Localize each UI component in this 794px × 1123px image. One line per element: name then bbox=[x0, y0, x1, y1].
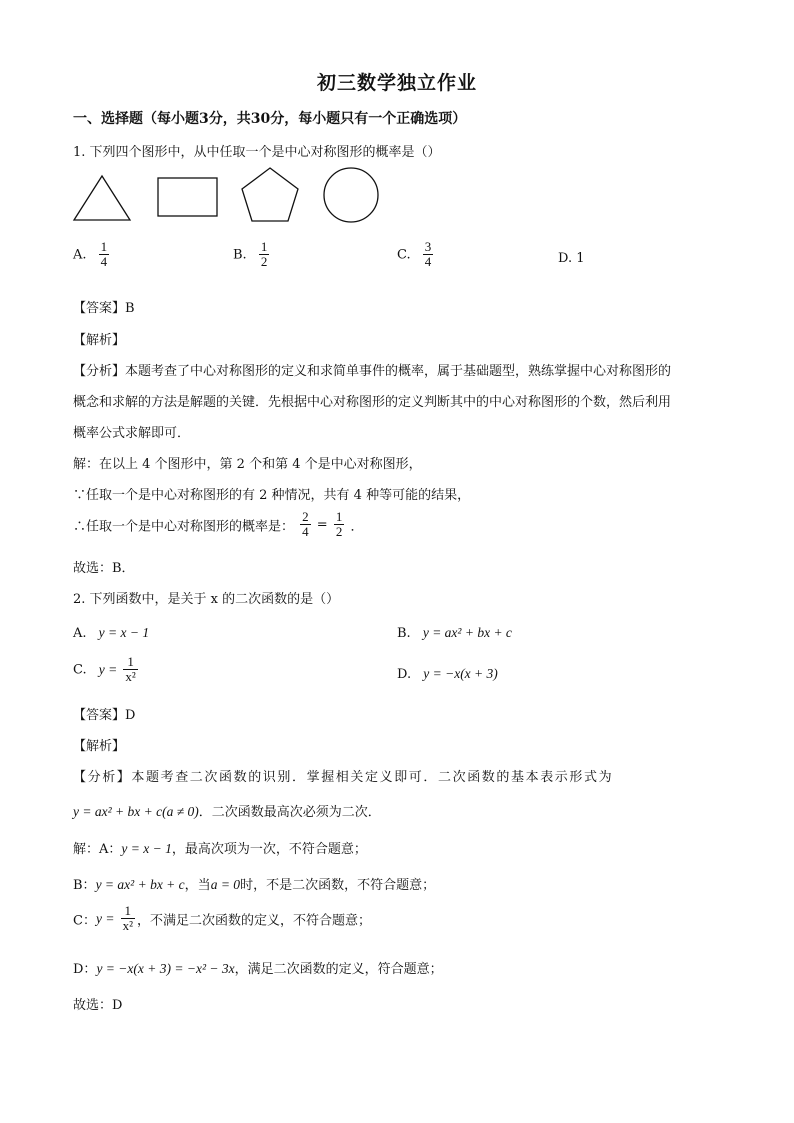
formula: y = −x(x + 3) = −x² − 3x bbox=[96, 961, 235, 976]
q1-choose: 故选：B． bbox=[73, 561, 135, 576]
option-expression: y = −x(x + 3) bbox=[423, 666, 498, 681]
solution-text: ，满足二次函数的定义，符合题意； bbox=[234, 962, 443, 977]
q1-analysis-line-1: 【分析】本题考查了中心对称图形的定义和求简单事件的概率，属于基础题型，熟练掌握中心对称图形的 bbox=[73, 364, 672, 379]
option-label: A. bbox=[73, 247, 87, 263]
equals-sign: = bbox=[316, 517, 328, 533]
q1-option-c[interactable] bbox=[397, 240, 435, 270]
circle-icon bbox=[324, 168, 378, 222]
fraction bbox=[99, 240, 110, 270]
formula: y = ax² + bx + c bbox=[95, 877, 185, 892]
numerator: 1 bbox=[123, 655, 137, 670]
denominator: 2 bbox=[335, 524, 343, 540]
numerator: 1 bbox=[335, 509, 343, 524]
numerator: 1 bbox=[100, 239, 108, 254]
analysis-text: ．二次函数最高次必须为二次． bbox=[198, 805, 381, 820]
q2-solution-d bbox=[73, 958, 443, 977]
q2-choose: 故选：D bbox=[73, 998, 123, 1013]
formula: y = x − 1 bbox=[121, 841, 172, 856]
period: ． bbox=[350, 519, 364, 535]
q1-analysis-line-2: 概念和求解的方法是解题的关键．先根据中心对称图形的定义判断其中的中心对称图形的个数，然后利用 bbox=[73, 395, 672, 410]
denominator: 4 bbox=[302, 524, 309, 540]
fraction bbox=[123, 655, 137, 685]
solution-text: ，最高次项为一次，不符合题意； bbox=[171, 842, 367, 857]
option-expression: y = x − 1 bbox=[98, 625, 150, 640]
denominator: x² bbox=[125, 669, 136, 685]
q2-solution-c bbox=[73, 904, 371, 934]
q1-solution-line-3 bbox=[73, 510, 364, 540]
solution-prefix: 解：A： bbox=[73, 842, 122, 857]
option-label: B. bbox=[397, 626, 411, 641]
option-expression: y = ax² + bx + c bbox=[422, 625, 512, 640]
solution-text: ，当 bbox=[184, 878, 211, 893]
q1-analysis-head: 【解析】 bbox=[73, 333, 126, 348]
triangle-icon bbox=[74, 176, 130, 220]
option-label: A. bbox=[73, 626, 87, 641]
q1-option-b[interactable] bbox=[233, 240, 271, 270]
denominator: 4 bbox=[100, 254, 108, 270]
section-heading: 一、选择题（每小题3分，共30分，每小题只有一个正确选项） bbox=[73, 111, 467, 127]
q2-option-a[interactable] bbox=[73, 625, 149, 641]
q2-analysis-head: 【解析】 bbox=[73, 739, 126, 754]
q1-answer: 【答案】B bbox=[73, 301, 135, 316]
solution-text: ，不满足二次函数的定义，不符合题意； bbox=[136, 913, 371, 929]
denominator: x² bbox=[122, 918, 133, 934]
q1-solution-line-1: 解：在以上 4 个图形中，第 2 个和第 4 个是中心对称图形， bbox=[73, 457, 422, 472]
q2-solution-b bbox=[73, 874, 435, 893]
pentagon-icon bbox=[242, 168, 298, 221]
q1-option-d[interactable]: D. 1 bbox=[558, 251, 585, 266]
question-2-stem: 2. 下列函数中，是关于 x 的二次函数的是（） bbox=[73, 592, 340, 607]
q2-analysis-line-2 bbox=[73, 801, 381, 820]
fraction bbox=[259, 240, 270, 270]
fraction bbox=[423, 240, 434, 270]
numerator: 2 bbox=[302, 509, 309, 524]
q2-option-c[interactable] bbox=[73, 655, 140, 685]
solution-prefix: D： bbox=[73, 962, 97, 977]
solution-text: ∴任取一个是中心对称图形的概率是： bbox=[73, 519, 295, 535]
numerator: 1 bbox=[121, 904, 135, 919]
denominator: 2 bbox=[260, 254, 268, 270]
formula: y = bbox=[95, 910, 115, 926]
formula: y = ax² + bx + c(a ≠ 0) bbox=[73, 804, 199, 819]
question-1-stem: 1. 下列四个图形中，从中任取一个是中心对称图形的概率是（） bbox=[73, 145, 441, 160]
solution-prefix: B： bbox=[73, 878, 96, 893]
q1-option-a[interactable] bbox=[73, 240, 111, 270]
condition: a = 0 bbox=[210, 877, 241, 892]
q2-option-d[interactable] bbox=[397, 666, 498, 682]
q1-solution-line-2: ∵任取一个是中心对称图形的有 2 种情况，共有 4 种等可能的结果， bbox=[73, 488, 471, 503]
option-label: B. bbox=[233, 247, 247, 263]
fraction bbox=[334, 510, 345, 540]
numerator: 3 bbox=[424, 239, 432, 254]
solution-text: 时，不是二次函数，不符合题意； bbox=[240, 878, 436, 893]
solution-prefix: C： bbox=[73, 913, 96, 929]
q2-option-b[interactable] bbox=[397, 625, 512, 641]
option-label: C. bbox=[397, 247, 411, 263]
rectangle-icon bbox=[158, 178, 217, 216]
numerator: 1 bbox=[260, 239, 268, 254]
q2-analysis-line-1: 【分析】本题考查二次函数的识别．掌握相关定义即可．二次函数的基本表示形式为 bbox=[73, 770, 614, 785]
q2-solution-a bbox=[73, 838, 367, 857]
option-label: D. bbox=[397, 667, 412, 682]
page-title: 初三数学独立作业 bbox=[316, 72, 477, 94]
q1-analysis-line-3: 概率公式求解即可． bbox=[73, 426, 191, 441]
option-expression: y = bbox=[98, 661, 118, 677]
denominator: 4 bbox=[424, 254, 432, 270]
fraction bbox=[121, 904, 135, 934]
fraction bbox=[300, 510, 311, 540]
option-label: C. bbox=[73, 662, 87, 678]
q2-answer: 【答案】D bbox=[73, 708, 136, 723]
